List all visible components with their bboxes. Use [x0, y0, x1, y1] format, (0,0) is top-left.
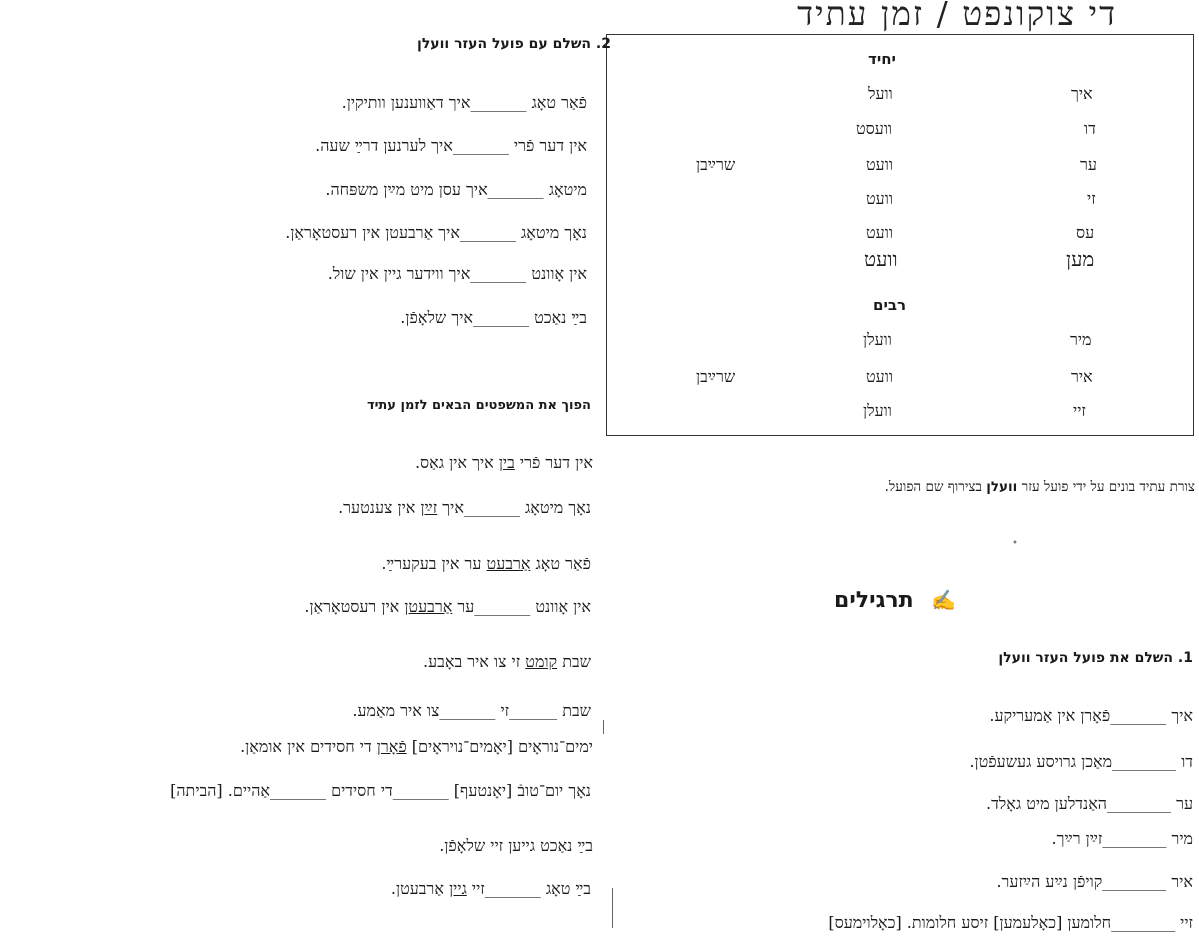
exercise-2-line: אין אָוונט _______איך ווידער גיין אין שול. [327, 264, 587, 283]
exercise-1-heading: 1. השלם את פועל העזר וועלן [998, 650, 1193, 666]
pronoun: איך [1071, 84, 1093, 103]
exercise-3-heading: הפוך את המשפטים הבאים לזמן עתיד [366, 398, 591, 413]
plural-header: רבים [873, 296, 907, 314]
scan-mark [612, 888, 613, 928]
exercise-3-line [381, 554, 591, 574]
underlined-verb: קומט [525, 652, 558, 671]
exercise-2-line: אין דער פֿרי _______איך לערנען דרײַ שעה. [315, 136, 587, 155]
line-text: שבת [557, 652, 591, 671]
exercise-1-line: איר ________קויפֿן נײַע הײַזער. [996, 872, 1193, 891]
aux-verb: וועלן [863, 330, 892, 349]
note-text: בצירוף שם הפועל. [884, 479, 987, 495]
pencil-icon: ✍ [931, 588, 956, 612]
pronoun: עס [1076, 223, 1095, 242]
infinitive: שרײַבן [696, 367, 736, 386]
line-text: בײַ טאָג _______זיי [466, 879, 591, 898]
line-text: שבת ______זי _______צו איר מאַמע. [352, 701, 591, 720]
exercise-2-heading: 2. השלם עם פועל העזר וועלן [417, 36, 611, 52]
underlined-verb: פֿאָרן [376, 737, 407, 756]
line-text: ימים־נוראָים [יאָמים־נויראָים] [406, 737, 593, 756]
infinitive: שרײַבן [696, 155, 736, 174]
exercise-1-line: איך _______פֿאָרן אין אַמעריקע. [989, 706, 1193, 725]
aux-verb-handwritten: וועט [864, 247, 898, 271]
pronoun: זיי [1073, 401, 1086, 420]
line-text: פֿאַר טאָג [530, 554, 591, 573]
exercise-3-line [304, 597, 591, 617]
exercise-3-line [439, 836, 593, 856]
underlined-verb: בין [498, 453, 515, 472]
exercise-2-line: בײַ נאַכט _______איך שלאָפֿן. [400, 308, 587, 327]
pronoun: מיר [1070, 330, 1092, 349]
exercise-1-line: דו ________מאַכן גרויסע געשעפֿטן. [969, 752, 1193, 771]
line-text: אין צענטער. [338, 498, 421, 517]
aux-verb: וועסט [856, 119, 893, 138]
grammar-note [885, 479, 1195, 495]
pronoun: זי [1087, 189, 1096, 208]
pronoun: איר [1071, 367, 1093, 386]
aux-verb: וועלן [863, 401, 892, 420]
aux-verb: וועט [866, 189, 893, 208]
exercise-3-line [338, 498, 591, 518]
aux-verb: וועט [866, 223, 893, 242]
underlined-verb: אַרבעט [486, 554, 531, 573]
exercises-label: תרגילים [834, 588, 914, 613]
singular-header: יחיד [868, 50, 896, 68]
exercise-3-line [423, 652, 591, 672]
exercise-3-line [391, 879, 591, 899]
pronoun-handwritten: מען [1066, 247, 1095, 271]
exercise-3-line [240, 737, 593, 757]
line-text: איך אין גאַס. [414, 453, 499, 472]
aux-verb: וועל [868, 84, 893, 103]
underlined-verb: זײַן [420, 498, 438, 517]
line-text: אין רעסטאָראַן. [304, 597, 405, 616]
line-text: די חסידים אין אומאַן. [240, 737, 377, 756]
line-text: נאָך יום־טובֿ [יאָנטעף] _______די חסידים _______אַהיים. [הביתה] [170, 781, 591, 800]
speck: • [1012, 538, 1018, 549]
exercise-2-line: נאָך מיטאָג _______איך אַרבעטן אין רעסטאָראַן. [285, 223, 587, 242]
exercises-title [834, 588, 914, 613]
underlined-verb: אַרבעטן [404, 597, 453, 616]
line-text: בײַ נאַכט גייען זיי שלאָפֿן. [439, 836, 593, 855]
line-text: אין דער פֿרי [514, 453, 593, 472]
exercise-3-line [415, 453, 593, 473]
scan-mark [603, 720, 604, 734]
exercise-1-line: זיי ________חלומען [כאָלעמען] זיסע חלומות. [כאָלוימעס] [828, 913, 1193, 932]
pronoun: דו [1084, 119, 1096, 138]
line-text: אַרבעטן. [390, 879, 450, 898]
line-text: נאָך מיטאָג _______איך [437, 498, 591, 517]
line-text: אין אָוונט _______ער [452, 597, 591, 616]
line-text: זי צו איר באָבע. [423, 652, 526, 671]
exercise-3-line [352, 701, 591, 721]
line-text: ער אין בעקערײַ. [381, 554, 487, 573]
aux-verb: וועט [866, 367, 893, 386]
underlined-verb: גיין [449, 879, 467, 898]
note-text: צורת עתיד בונים על ידי פועל עזר [1017, 479, 1195, 495]
exercise-2-line: פֿאַר טאָג _______איך דאַווענען וותיקין. [341, 93, 587, 112]
exercise-1-line: ער ________האַנדלען מיט גאָלד. [986, 794, 1193, 813]
page-title: די צוקונפט / זמן עתיד [797, 0, 1117, 33]
note-bold-word: וועלן [986, 479, 1018, 495]
exercise-3-line [170, 781, 591, 801]
aux-verb: וועט [866, 155, 893, 174]
conjugation-table [606, 34, 1194, 436]
exercise-2-line: מיטאָג _______איך עסן מיט מײַן משפּחה. [325, 180, 587, 199]
pronoun: ער [1080, 155, 1097, 174]
exercise-1-line: מיר ________זײַן רײַך. [1051, 829, 1193, 848]
